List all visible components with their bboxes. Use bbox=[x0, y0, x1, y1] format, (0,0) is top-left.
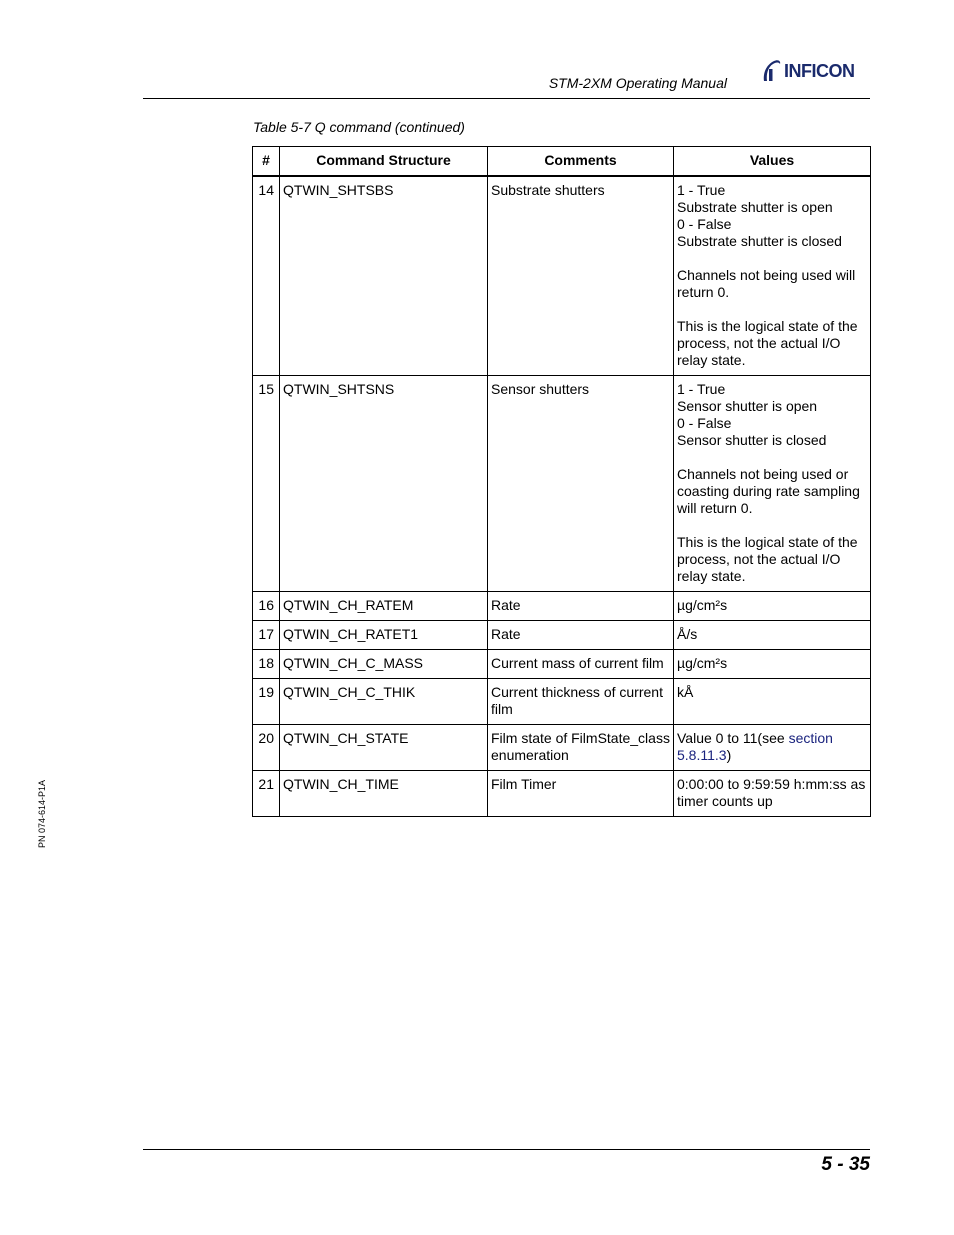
value-line: 1 - True bbox=[677, 182, 726, 198]
table-header-row bbox=[253, 147, 871, 177]
value-line bbox=[677, 517, 867, 534]
value-line: 1 - True bbox=[677, 381, 726, 397]
command-cell: QTWIN_CH_C_MASS bbox=[280, 650, 488, 679]
table-row bbox=[253, 376, 871, 592]
value-line: µg/cm²s bbox=[677, 655, 728, 671]
table-row bbox=[253, 771, 871, 817]
value-line: 0 - False bbox=[677, 216, 732, 232]
part-number-label: PN 074-614-P1A bbox=[37, 779, 47, 848]
value-line: Sensor shutter is closed bbox=[677, 432, 827, 448]
value-line: Substrate shutter is open bbox=[677, 199, 833, 215]
values-cell bbox=[674, 650, 871, 679]
logo-text: INFICON bbox=[784, 60, 855, 81]
value-line: This is the logical state of the bbox=[677, 534, 858, 550]
comment-cell: Substrate shutters bbox=[488, 176, 674, 376]
value-line: coasting during rate sampling bbox=[677, 483, 860, 499]
header-comments: Comments bbox=[488, 147, 674, 177]
comment-cell: Current thickness of current film bbox=[488, 679, 674, 725]
command-cell: QTWIN_CH_RATEM bbox=[280, 592, 488, 621]
table-row bbox=[253, 176, 871, 376]
value-line: Substrate shutter is closed bbox=[677, 233, 842, 249]
comment-cell: Current mass of current film bbox=[488, 650, 674, 679]
page-number: 5 - 35 bbox=[821, 1154, 870, 1175]
value-line: µg/cm²s bbox=[677, 597, 728, 613]
value-line: Å/s bbox=[677, 626, 698, 642]
value-line bbox=[677, 301, 867, 318]
inficon-logo bbox=[760, 58, 855, 84]
command-cell: QTWIN_SHTSNS bbox=[280, 376, 488, 592]
values-cell bbox=[674, 725, 871, 771]
row-number: 20 bbox=[253, 725, 280, 771]
header-rule bbox=[143, 98, 870, 99]
command-cell: QTWIN_CH_STATE bbox=[280, 725, 488, 771]
value-line: Channels not being used or bbox=[677, 466, 849, 482]
value-line: Sensor shutter is open bbox=[677, 398, 818, 414]
row-number: 18 bbox=[253, 650, 280, 679]
command-cell: QTWIN_SHTSBS bbox=[280, 176, 488, 376]
header-number: # bbox=[253, 147, 280, 177]
table-row bbox=[253, 650, 871, 679]
table-row bbox=[253, 679, 871, 725]
value-line bbox=[677, 250, 867, 267]
table-row bbox=[253, 592, 871, 621]
inficon-swoosh-icon bbox=[760, 59, 782, 83]
value-line: Channels not being used will bbox=[677, 267, 856, 283]
values-cell bbox=[674, 621, 871, 650]
row-number: 15 bbox=[253, 376, 280, 592]
values-cell bbox=[674, 376, 871, 592]
value-line: process, not the actual I/O bbox=[677, 335, 841, 351]
values-cell bbox=[674, 771, 871, 817]
table-row bbox=[253, 725, 871, 771]
value-line: kÅ bbox=[677, 684, 694, 700]
comment-cell: Film Timer bbox=[488, 771, 674, 817]
table-body bbox=[253, 176, 871, 817]
value-line: process, not the actual I/O bbox=[677, 551, 841, 567]
table-row bbox=[253, 621, 871, 650]
command-cell: QTWIN_CH_C_THIK bbox=[280, 679, 488, 725]
value-line: return 0. bbox=[677, 284, 730, 300]
comment-cell: Rate bbox=[488, 621, 674, 650]
q-command-table bbox=[252, 146, 871, 817]
command-cell: QTWIN_CH_TIME bbox=[280, 771, 488, 817]
manual-title: STM-2XM Operating Manual bbox=[548, 75, 727, 91]
comment-cell: Sensor shutters bbox=[488, 376, 674, 592]
value-line bbox=[677, 449, 867, 466]
footer-rule bbox=[143, 1149, 870, 1150]
value-line: will return 0. bbox=[677, 500, 753, 516]
row-number: 17 bbox=[253, 621, 280, 650]
values-cell bbox=[674, 592, 871, 621]
value-line: 0:00:00 to 9:59:59 h:mm:ss as timer counts up bbox=[677, 776, 866, 809]
comment-cell: Rate bbox=[488, 592, 674, 621]
row-number: 21 bbox=[253, 771, 280, 817]
value-prefix: Value 0 to 11(see bbox=[677, 730, 789, 746]
value-line: This is the logical state of the bbox=[677, 318, 858, 334]
value-line: relay state. bbox=[677, 568, 746, 584]
command-cell: QTWIN_CH_RATET1 bbox=[280, 621, 488, 650]
values-cell bbox=[674, 176, 871, 376]
row-number: 16 bbox=[253, 592, 280, 621]
section-link[interactable]: section 5.8.11.3 bbox=[677, 730, 833, 763]
values-cell bbox=[674, 679, 871, 725]
comment-cell: Film state of FilmState_class enumeration bbox=[488, 725, 674, 771]
header-values: Values bbox=[674, 147, 871, 177]
row-number: 19 bbox=[253, 679, 280, 725]
row-number: 14 bbox=[253, 176, 280, 376]
header-command-structure: Command Structure bbox=[280, 147, 488, 177]
value-line: 0 - False bbox=[677, 415, 732, 431]
value-suffix: ) bbox=[726, 747, 732, 763]
table-caption: Table 5-7 Q command (continued) bbox=[253, 119, 465, 135]
value-line: relay state. bbox=[677, 352, 746, 368]
